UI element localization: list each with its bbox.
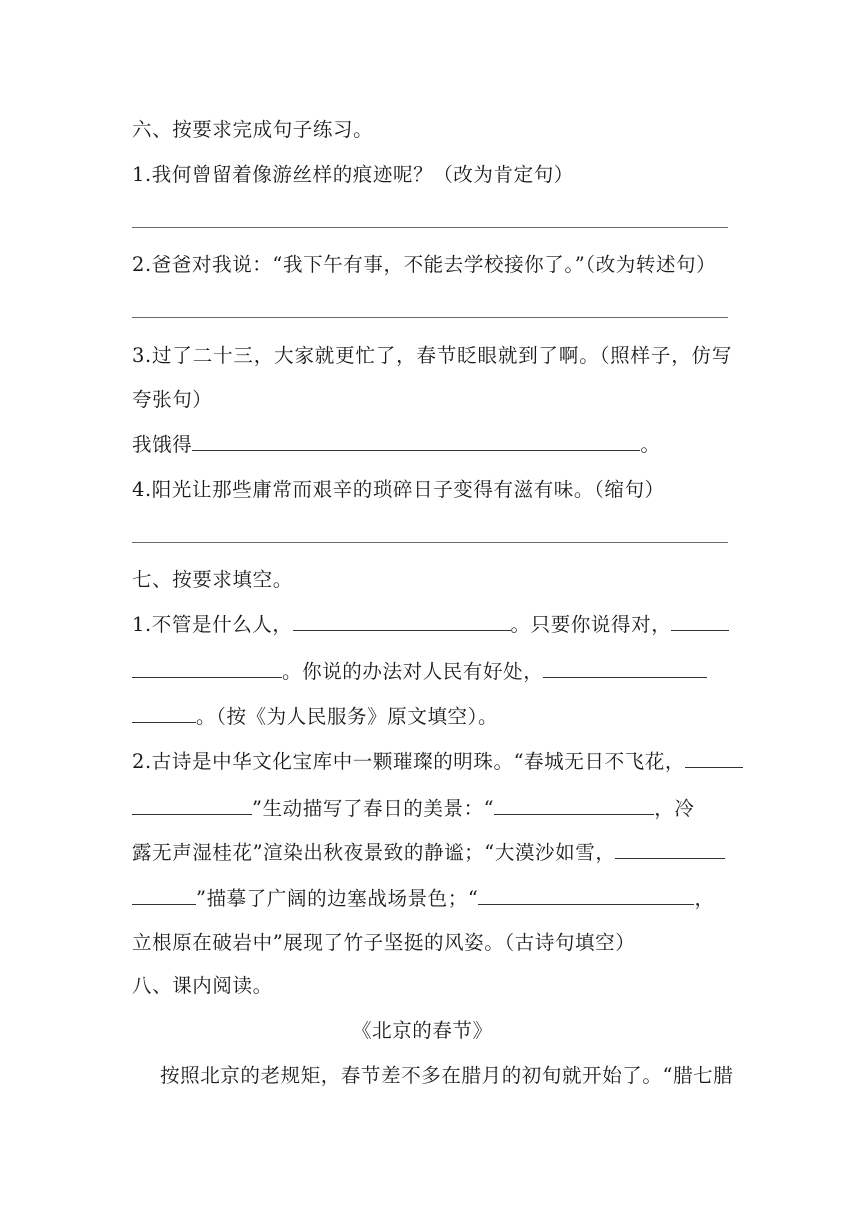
q6-2: 2.爸爸对我说：“我下午有事，不能去学校接你了。”（改为转述句） (132, 253, 717, 276)
text-fragment: ”描摹了广阔的边塞战场景色；“ (196, 887, 479, 910)
text-fragment: 。（按《为人民服务》原文填空）。 (196, 705, 499, 728)
fill-blank[interactable] (293, 612, 511, 631)
fill-blank[interactable] (685, 749, 743, 768)
q7-2-line3 (132, 840, 732, 866)
section-seven-heading: 七、按要求填空。 (132, 568, 293, 591)
fill-blank[interactable] (615, 840, 725, 859)
q6-3-answer-row (132, 432, 732, 458)
fill-blank[interactable] (132, 886, 196, 905)
text-fragment: 露无声湿桂花”渲染出秋夜景致的静谧；“大漠沙如雪， (132, 841, 616, 864)
q7-2-line4 (132, 886, 732, 912)
text-fragment: ，冷 (654, 797, 695, 820)
section-eight-heading: 八、课内阅读。 (132, 974, 273, 997)
q6-3-line1: 3.过了二十三，大家就更忙了，春节眨眼就到了啊。（照样子，仿写 (132, 344, 732, 367)
fill-blank[interactable] (132, 659, 282, 678)
text-fragment: 2.古诗是中华文化宝库中一颗璀璨的明珠。“春城无日不飞花， (132, 750, 685, 773)
text-fragment: ， (694, 887, 715, 910)
q7-1-line3 (132, 704, 732, 730)
q7-2-line2 (132, 796, 732, 822)
fill-blank[interactable] (192, 432, 640, 451)
q7-1-line2 (132, 659, 732, 685)
q7-2-line5: 立根原在破岩中”展现了竹子坚挺的风姿。（古诗句填空） (132, 931, 636, 954)
q6-1: 1.我何曾留着像游丝样的痕迹呢？（改为肯定句） (132, 163, 574, 186)
q6-3-suffix: 。 (640, 433, 661, 456)
text-fragment: 1.不管是什么人， (132, 613, 293, 636)
fill-blank[interactable] (494, 796, 654, 815)
q6-3-prefix: 我饿得 (132, 433, 193, 456)
fill-blank[interactable] (671, 612, 729, 631)
answer-line[interactable] (132, 542, 728, 543)
text-fragment: 。只要你说得对， (510, 613, 672, 636)
fill-blank[interactable] (132, 704, 196, 723)
answer-line[interactable] (132, 227, 728, 228)
fill-blank[interactable] (478, 886, 694, 905)
section-six-heading: 六、按要求完成句子练习。 (132, 118, 374, 141)
answer-line[interactable] (132, 317, 728, 318)
q7-1-line1 (132, 612, 732, 638)
passage-title: 《北京的春节》 (352, 1019, 493, 1042)
text-fragment: 。你说的办法对人民有好处， (282, 660, 544, 683)
text-fragment: ”生动描写了春日的美景：“ (252, 797, 495, 820)
passage-paragraph: 按照北京的老规矩，春节差不多在腊月的初旬就开始了。“腊七腊 (160, 1064, 734, 1087)
q6-3-line2: 夸张句） (132, 388, 213, 411)
fill-blank[interactable] (543, 659, 707, 678)
fill-blank[interactable] (132, 796, 252, 815)
q7-2-line1 (132, 749, 732, 775)
q6-4: 4.阳光让那些庸常而艰辛的琐碎日子变得有滋有味。（缩句） (132, 478, 665, 501)
